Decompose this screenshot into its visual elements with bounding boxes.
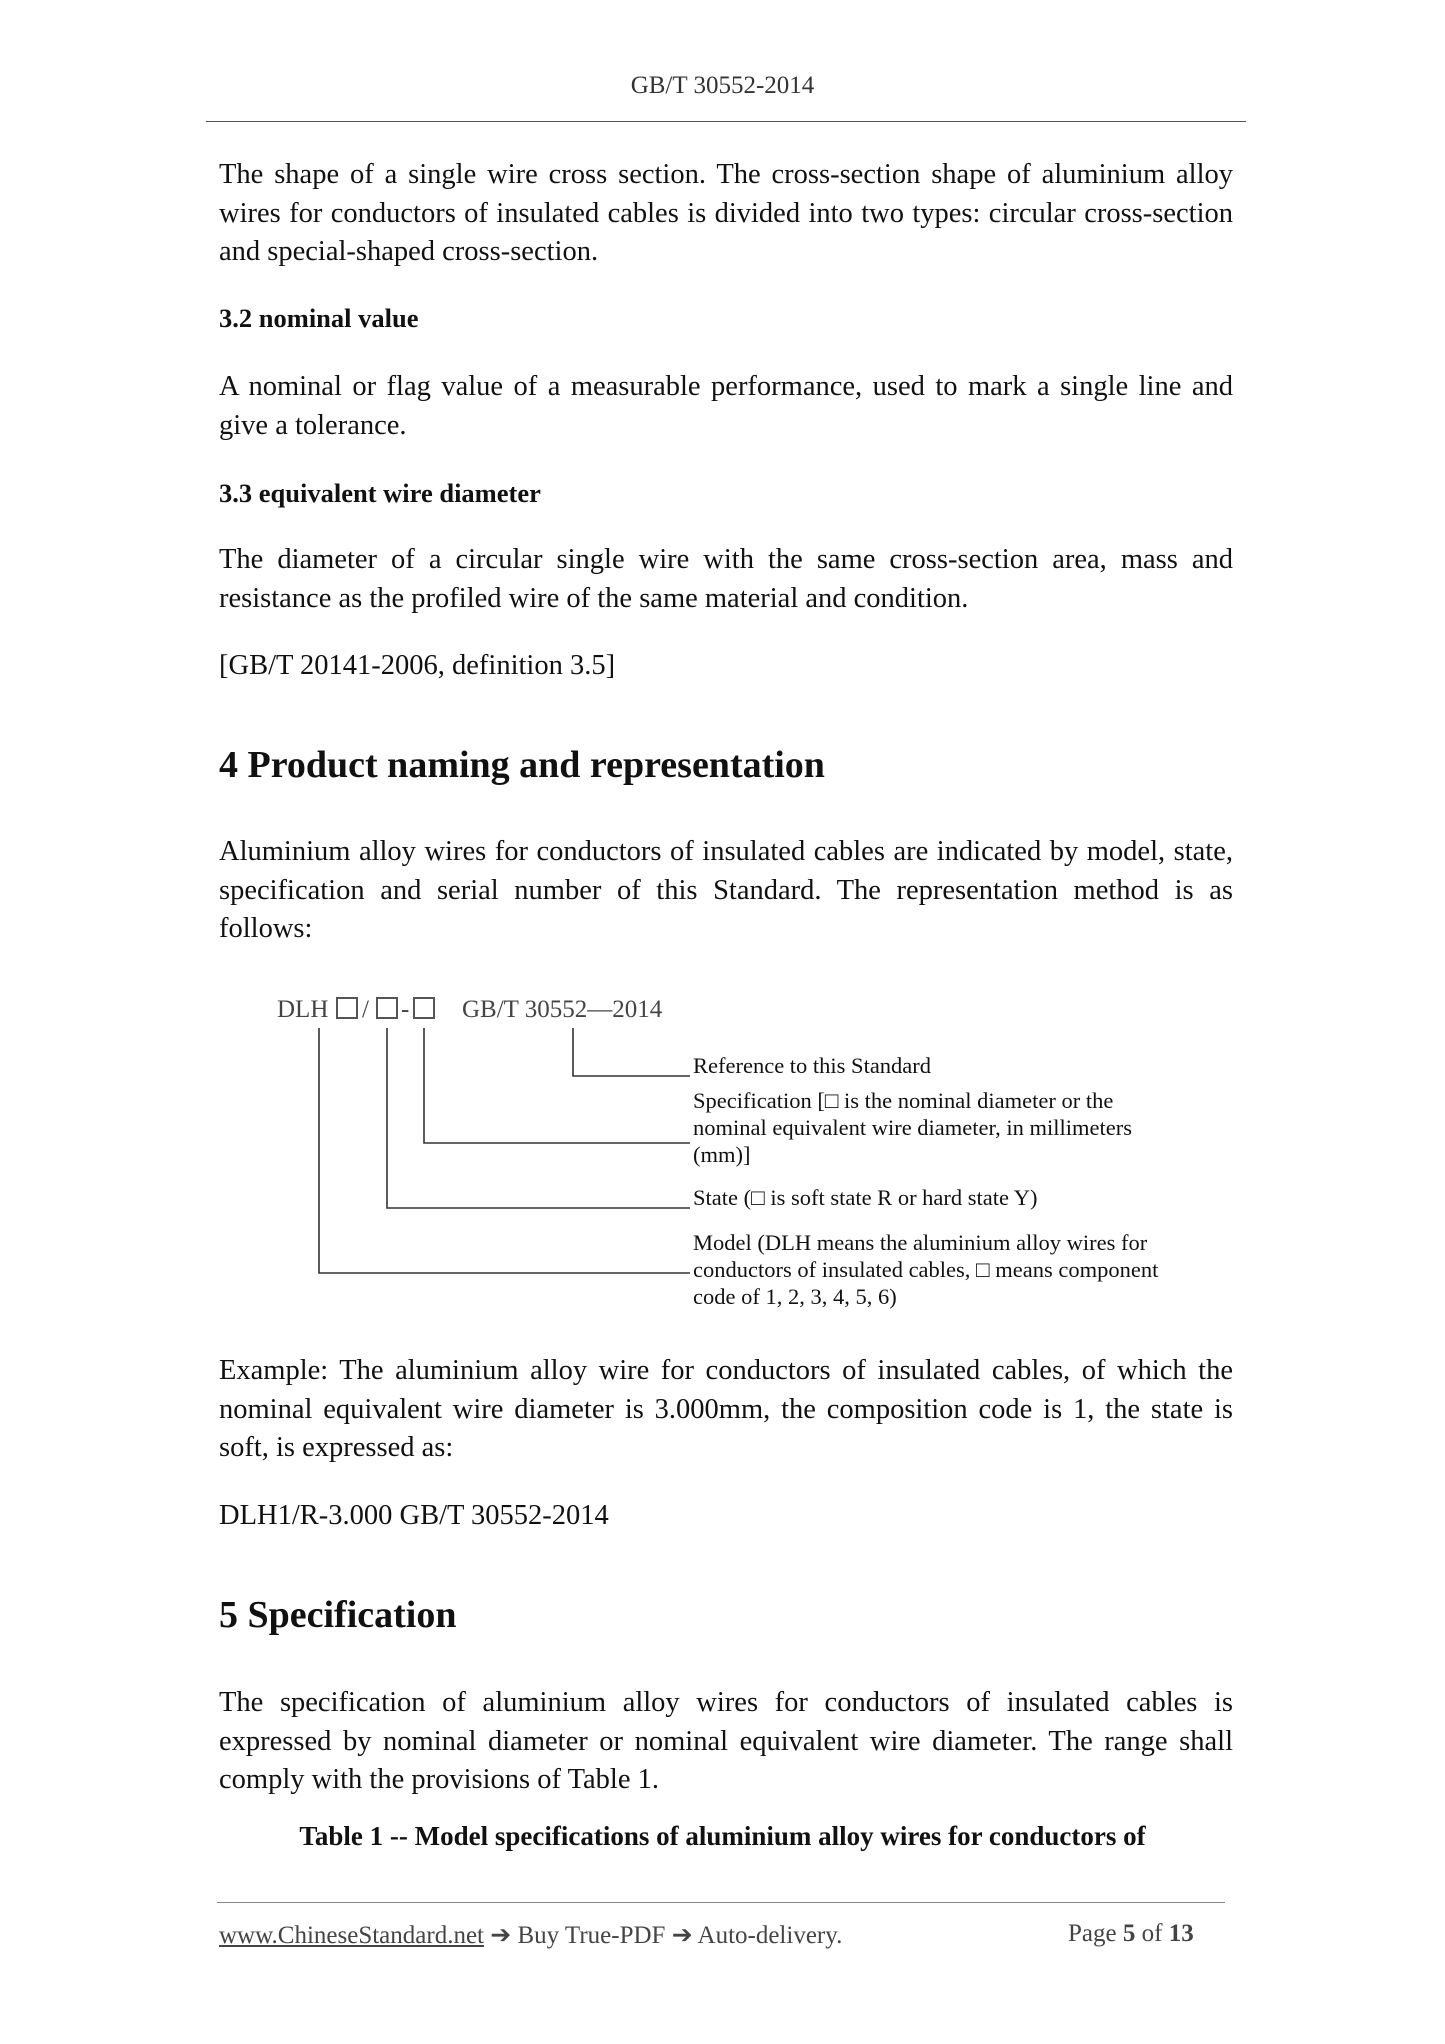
diagram-standard-code: GB/T 30552—2014: [462, 996, 663, 1023]
section5-paragraph: [219, 1684, 1233, 1800]
model-label-line: code of 1, 2, 3, 4, 5, 6): [693, 1284, 897, 1309]
specification-leader-line: [424, 1028, 690, 1143]
reference-citation: [GB/T 20141-2006, definition 3.5]: [219, 650, 616, 681]
header-doc-id: GB/T 30552-2014: [630, 72, 815, 99]
auto-delivery-text: Auto-delivery.: [697, 1922, 843, 1949]
paragraph-line: resistance as the profiled wire of the same material and condition.: [219, 582, 969, 614]
table-caption: Table 1 -- Model specifications of aluminium alloy wires for conductors of: [299, 1821, 1146, 1851]
paragraph-line: nominal equivalent wire diameter is 3.000mm, the composition code is 1, the state is: [219, 1393, 1233, 1425]
section-heading-5: 5 Specification: [219, 1594, 457, 1636]
paragraph-line: soft, is expressed as:: [219, 1432, 454, 1463]
paragraph-line: The shape of a single wire cross section. The cross-section shape of aluminium alloy: [219, 159, 1233, 190]
paragraph-line: give a tolerance.: [219, 409, 407, 441]
paragraph-line: specification and serial number of this Standard. The representation method is as: [219, 874, 1233, 906]
arrow-right-icon: ➔: [490, 1922, 512, 1949]
paragraph-line: A nominal or flag value of a measurable performance, used to mark a single line and: [219, 371, 1233, 402]
paragraph-line: Example: The aluminium alloy wire for conductors of insulated cables, of which the: [219, 1355, 1233, 1386]
page-total: 13: [1168, 1920, 1194, 1947]
buy-true-pdf-text: Buy True-PDF: [517, 1922, 666, 1949]
diagram-dash: -: [401, 996, 410, 1023]
subsection-heading-3-2: 3.2 nominal value: [219, 303, 419, 333]
arrow-right-icon: ➔: [671, 1922, 693, 1949]
section-heading-4: 4 Product naming and representation: [219, 744, 825, 786]
paragraph-line: comply with the provisions of Table 1.: [219, 1764, 659, 1795]
specification-label-line: (mm)]: [693, 1142, 751, 1167]
page-current: 5: [1122, 1920, 1136, 1947]
paragraph-line: The specification of aluminium alloy wires for conductors of insulated cables is: [219, 1687, 1233, 1718]
diagram-slash: /: [362, 996, 369, 1023]
specification-label-line: nominal equivalent wire diameter, in millimeters: [693, 1115, 1132, 1140]
paragraph-line: expressed by nominal diameter or nominal equivalent wire diameter. The range shall: [219, 1725, 1233, 1757]
model-code-box: [337, 998, 357, 1018]
state-label: State (□ is soft state R or hard state Y): [693, 1185, 1038, 1210]
paragraph-line: Aluminium alloy wires for conductors of insulated cables are indicated by model, state,: [219, 836, 1233, 867]
paragraph-line: follows:: [219, 913, 313, 944]
reference-leader-line: [573, 1028, 690, 1076]
of-word: of: [1141, 1920, 1163, 1947]
page-indicator: [1068, 1920, 1194, 1948]
diagram-prefix: DLH: [277, 996, 329, 1023]
state-leader-line: [387, 1028, 690, 1208]
footer-promo: [219, 1920, 842, 1950]
specification-box: [414, 998, 434, 1018]
reference-label: Reference to this Standard: [693, 1053, 932, 1078]
example-code: DLH1/R-3.000 GB/T 30552-2014: [219, 1500, 609, 1531]
paragraph-line: The diameter of a circular single wire with the same cross-section area, mass and: [219, 544, 1233, 575]
subsection-heading-3-3: 3.3 equivalent wire diameter: [219, 478, 541, 508]
state-box: [377, 998, 397, 1018]
specification-label-line: Specification [□ is the nominal diameter or the: [693, 1088, 1114, 1113]
paragraph-line: and special-shaped cross-section.: [219, 236, 599, 267]
model-label-line: conductors of insulated cables, □ means component: [693, 1257, 1159, 1282]
model-leader-line: [319, 1028, 690, 1273]
example-paragraph: [219, 1352, 1233, 1468]
model-label-line: Model (DLH means the aluminium alloy wires for: [693, 1230, 1148, 1255]
paragraph-line: wires for conductors of insulated cables is divided into two types: circular cross-section: [219, 197, 1233, 229]
chinesestandard-link[interactable]: www.ChineseStandard.net: [219, 1922, 484, 1949]
page-word: Page: [1068, 1920, 1117, 1947]
footer-divider: [217, 1902, 1225, 1903]
